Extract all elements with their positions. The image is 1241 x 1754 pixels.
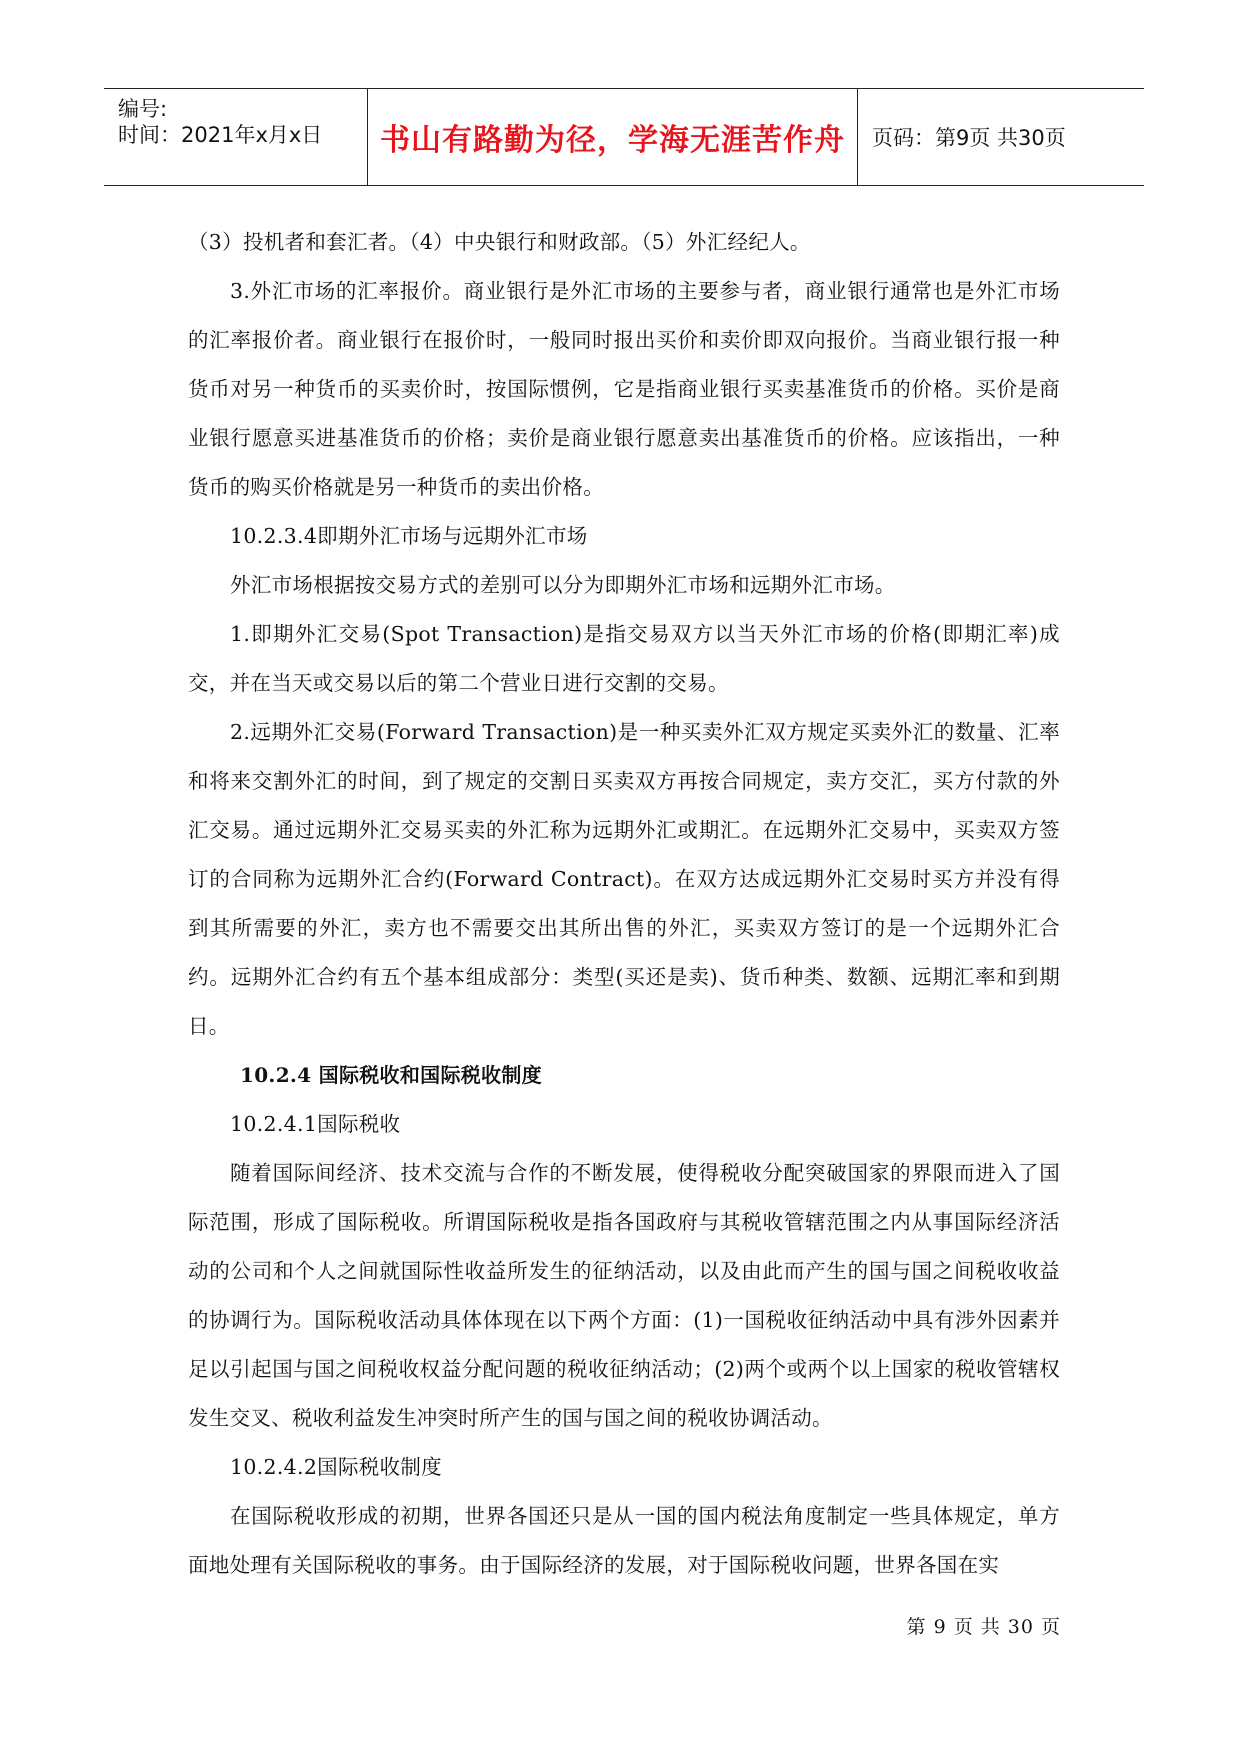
header-meta xyxy=(104,89,368,185)
document-number-label: 编号: xyxy=(118,97,168,121)
document-body xyxy=(188,218,1060,1590)
paragraph: 2.远期外汇交易(Forward Transaction)是一种买卖外汇双方规定买卖外汇的数量、汇率和将来交割外汇的时间，到了规定的交割日买卖双方再按合同规定，卖方交汇，买方付款的外汇交易。通过远期外汇交易买卖的外汇称为远期外汇或期汇。在远期外汇交易中，买卖双方签订的合同称为远期外汇合约(Forward Contract)。在双方达成远期外汇交易时买方并没有得到其所需要的外汇，卖方也不需要交出其所出售的外汇，买卖双方签订的是一个远期外汇合约。远期外汇合约有五个基本组成部分：类型(买还是卖)、货币种类、数额、远期汇率和到期日。 xyxy=(188,720,1060,1038)
paragraph: 3.外汇市场的汇率报价。商业银行是外汇市场的主要参与者，商业银行通常也是外汇市场的汇率报价者。商业银行在报价时，一般同时报出买价和卖价即双向报价。当商业银行报一种货币对另一种货币的买卖价时，按国际惯例，它是指商业银行买卖基准货币的价格。买价是商业银行愿意买进基准货币的价格；卖价是商业银行愿意卖出基准货币的价格。应该指出，一种货币的购买价格就是另一种货币的卖出价格。 xyxy=(188,279,1060,499)
paragraph: 1.即期外汇交易(Spot Transaction)是指交易双方以当天外汇市场的价格(即期汇率)成交，并在当天或交易以后的第二个营业日进行交割的交易。 xyxy=(188,622,1060,695)
paragraph: （3）投机者和套汇者。（4）中央银行和财政部。（5）外汇经纪人。 xyxy=(188,230,811,254)
header-motto-cell xyxy=(368,89,858,185)
document-time: 时间：2021年x月x日 xyxy=(118,123,323,147)
subsection-title: 10.2.4.2国际税收制度 xyxy=(230,1455,442,1479)
subsection-title: 10.2.3.4即期外汇市场与远期外汇市场 xyxy=(230,524,588,548)
page-header xyxy=(104,88,1144,186)
paragraph: 随着国际间经济、技术交流与合作的不断发展，使得税收分配突破国家的界限而进入了国际范围，形成了国际税收。所谓国际税收是指各国政府与其税收管辖范围之内从事国际经济活动的公司和个人之间就国际性收益所发生的征纳活动，以及由此而产生的国与国之间税收收益的协调行为。国际税收活动具体体现在以下两个方面：(1)一国税收征纳活动中具有涉外因素并足以引起国与国之间税收权益分配问题的税收征纳活动；(2)两个或两个以上国家的税收管辖权发生交叉、税收利益发生冲突时所产生的国与国之间的税收协调活动。 xyxy=(188,1161,1060,1430)
header-motto: 书山有路勤为径，学海无涯苦作舟 xyxy=(380,123,845,158)
section-heading: 10.2.4 国际税收和国际税收制度 xyxy=(240,1063,542,1087)
paragraph: 在国际税收形成的初期，世界各国还只是从一国的国内税法角度制定一些具体规定，单方面地处理有关国际税收的事务。由于国际经济的发展，对于国际税收问题，世界各国在实 xyxy=(188,1504,1060,1577)
page-footer: 第 9 页 共 30 页 xyxy=(906,1616,1061,1638)
subsection-title: 10.2.4.1国际税收 xyxy=(230,1112,401,1136)
paragraph: 外汇市场根据按交易方式的差别可以分为即期外汇市场和远期外汇市场。 xyxy=(230,573,896,597)
header-page-code: 页码：第9页 共30页 xyxy=(872,126,1066,150)
